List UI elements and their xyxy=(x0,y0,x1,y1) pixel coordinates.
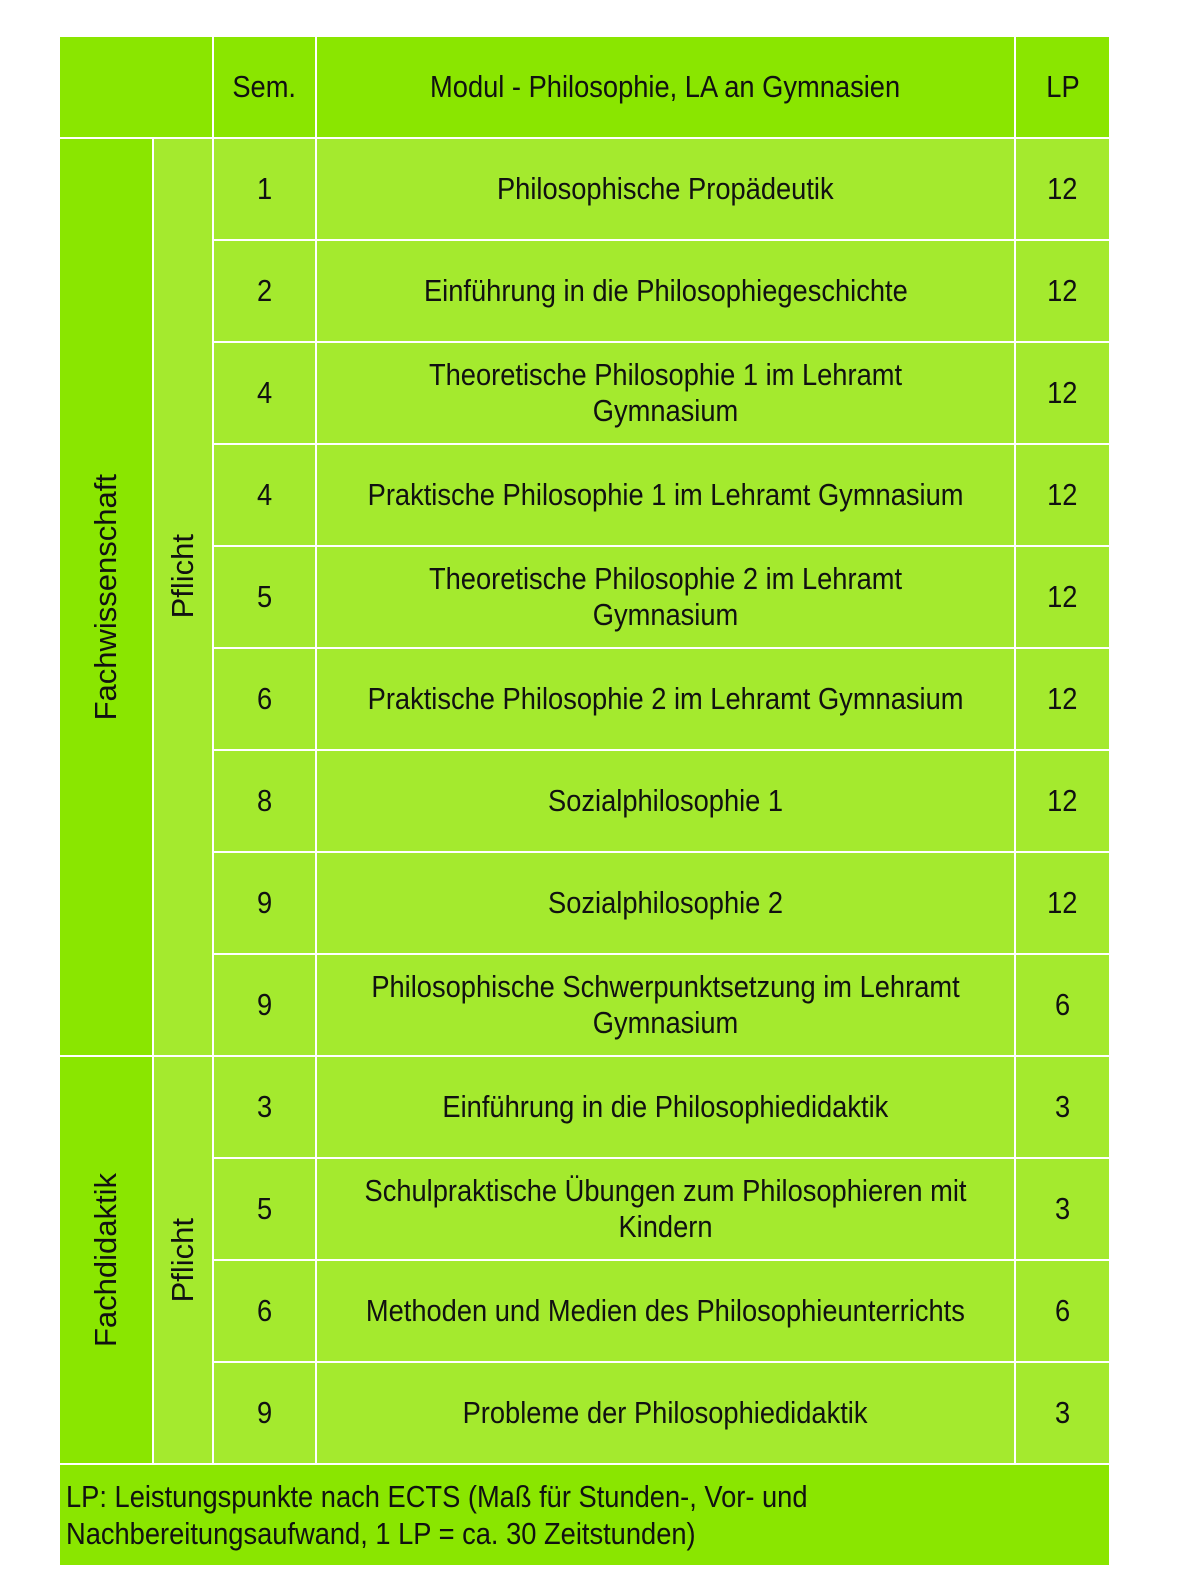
lp-value: 3 xyxy=(1054,1088,1071,1124)
sem-value: 5 xyxy=(256,1190,273,1226)
table-cell-modul xyxy=(317,751,1014,851)
table-cell-sem xyxy=(214,139,315,239)
table-cell-modul xyxy=(317,241,1014,341)
lp-value: 12 xyxy=(1047,272,1078,308)
table-cell-sem xyxy=(214,343,315,443)
table-cell-lp xyxy=(1016,1261,1109,1361)
modul-value: Theoretische Philosophie 2 im Lehramt Gymnasium xyxy=(428,560,903,632)
modul-value: Philosophische Propädeutik xyxy=(497,170,834,206)
table-cell-modul xyxy=(317,1159,1014,1259)
group-label: Fachdidaktik xyxy=(88,1172,123,1348)
sem-value: 5 xyxy=(256,578,273,614)
table-cell-lp xyxy=(1016,139,1109,239)
lp-value: 12 xyxy=(1047,680,1078,716)
table-cell-modul xyxy=(317,955,1014,1055)
lp-value: 3 xyxy=(1054,1190,1071,1226)
group-fachwissenschaft xyxy=(60,139,152,1055)
header-modul: Modul - Philosophie, LA an Gymnasien xyxy=(430,68,901,104)
modul-value: Einführung in die Philosophiedidaktik xyxy=(442,1088,889,1124)
modul-value: Sozialphilosophie 1 xyxy=(547,782,784,818)
table-cell-modul xyxy=(317,1057,1014,1157)
modul-value: Praktische Philosophie 1 im Lehramt Gymnasium xyxy=(367,476,964,512)
header-lp: LP xyxy=(1045,68,1080,104)
subgroup-pflicht-2 xyxy=(154,1057,212,1463)
subgroup-label: Pflicht xyxy=(165,534,200,619)
lp-value: 6 xyxy=(1054,986,1071,1022)
sem-value: 9 xyxy=(256,884,273,920)
header-sem: Sem. xyxy=(232,68,297,104)
modul-value: Sozialphilosophie 2 xyxy=(547,884,784,920)
sem-value: 1 xyxy=(256,170,273,206)
table-cell-sem xyxy=(214,241,315,341)
header-corner xyxy=(60,37,212,137)
table-cell-sem xyxy=(214,649,315,749)
lp-value: 12 xyxy=(1047,578,1078,614)
modul-value: Probleme der Philosophiedidaktik xyxy=(463,1394,868,1430)
table-cell-sem xyxy=(214,445,315,545)
sem-value: 4 xyxy=(256,476,273,512)
table-cell-modul xyxy=(317,343,1014,443)
lp-value: 6 xyxy=(1054,1292,1071,1328)
sem-value: 2 xyxy=(256,272,273,308)
lp-value: 12 xyxy=(1047,170,1078,206)
footer-note xyxy=(60,1465,1109,1565)
table-cell-lp xyxy=(1016,1057,1109,1157)
modul-value: Methoden und Medien des Philosophieunterrichts xyxy=(365,1292,966,1328)
table-cell-modul xyxy=(317,139,1014,239)
header-sem-cell xyxy=(214,37,315,137)
modul-value: Einführung in die Philosophiegeschichte xyxy=(423,272,908,308)
footer-text: LP: Leistungspunkte nach ECTS (Maß für Stunden-, Vor- und Nachbereitungsaufwand, 1 LP = ca. 30 Zeitstunden) xyxy=(66,1478,808,1551)
table-cell-modul xyxy=(317,853,1014,953)
modul-value: Praktische Philosophie 2 im Lehramt Gymnasium xyxy=(367,680,964,716)
lp-value: 12 xyxy=(1047,782,1078,818)
table-cell-sem xyxy=(214,955,315,1055)
modul-value: Schulpraktische Übungen zum Philosophieren mit Kindern xyxy=(364,1172,967,1244)
sem-value: 9 xyxy=(256,986,273,1022)
table-cell-lp xyxy=(1016,241,1109,341)
table-cell-lp xyxy=(1016,343,1109,443)
table-cell-modul xyxy=(317,547,1014,647)
table-cell-lp xyxy=(1016,853,1109,953)
table-cell-sem xyxy=(214,1159,315,1259)
header-modul-cell xyxy=(317,37,1014,137)
table-cell-modul xyxy=(317,445,1014,545)
sem-value: 4 xyxy=(256,374,273,410)
lp-value: 12 xyxy=(1047,374,1078,410)
table-cell-lp xyxy=(1016,445,1109,545)
subgroup-label: Pflicht xyxy=(165,1217,200,1303)
table-cell-lp xyxy=(1016,1363,1109,1463)
modul-value: Theoretische Philosophie 1 im Lehramt Gymnasium xyxy=(428,356,903,428)
sem-value: 3 xyxy=(256,1088,273,1124)
subgroup-pflicht-1 xyxy=(154,139,212,1055)
table-cell-sem xyxy=(214,1261,315,1361)
table-cell-sem xyxy=(214,751,315,851)
table-cell-lp xyxy=(1016,1159,1109,1259)
table-cell-sem xyxy=(214,853,315,953)
lp-value: 12 xyxy=(1047,476,1078,512)
table-cell-lp xyxy=(1016,751,1109,851)
table-cell-modul xyxy=(317,1261,1014,1361)
table-cell-modul xyxy=(317,1363,1014,1463)
table-cell-modul xyxy=(317,649,1014,749)
table-cell-sem xyxy=(214,547,315,647)
modul-value: Philosophische Schwerpunktsetzung im Lehramt Gymnasium xyxy=(371,968,960,1040)
group-label: Fachwissenschaft xyxy=(88,473,123,721)
table-cell-lp xyxy=(1016,547,1109,647)
lp-value: 3 xyxy=(1054,1394,1071,1430)
table-cell-lp xyxy=(1016,649,1109,749)
table-cell-sem xyxy=(214,1057,315,1157)
module-table xyxy=(60,37,1105,1565)
sem-value: 9 xyxy=(256,1394,273,1430)
group-fachdidaktik xyxy=(60,1057,152,1463)
sem-value: 6 xyxy=(256,680,273,716)
lp-value: 12 xyxy=(1047,884,1078,920)
header-lp-cell xyxy=(1016,37,1109,137)
sem-value: 8 xyxy=(256,782,273,818)
table-cell-sem xyxy=(214,1363,315,1463)
table-cell-lp xyxy=(1016,955,1109,1055)
sem-value: 6 xyxy=(256,1292,273,1328)
